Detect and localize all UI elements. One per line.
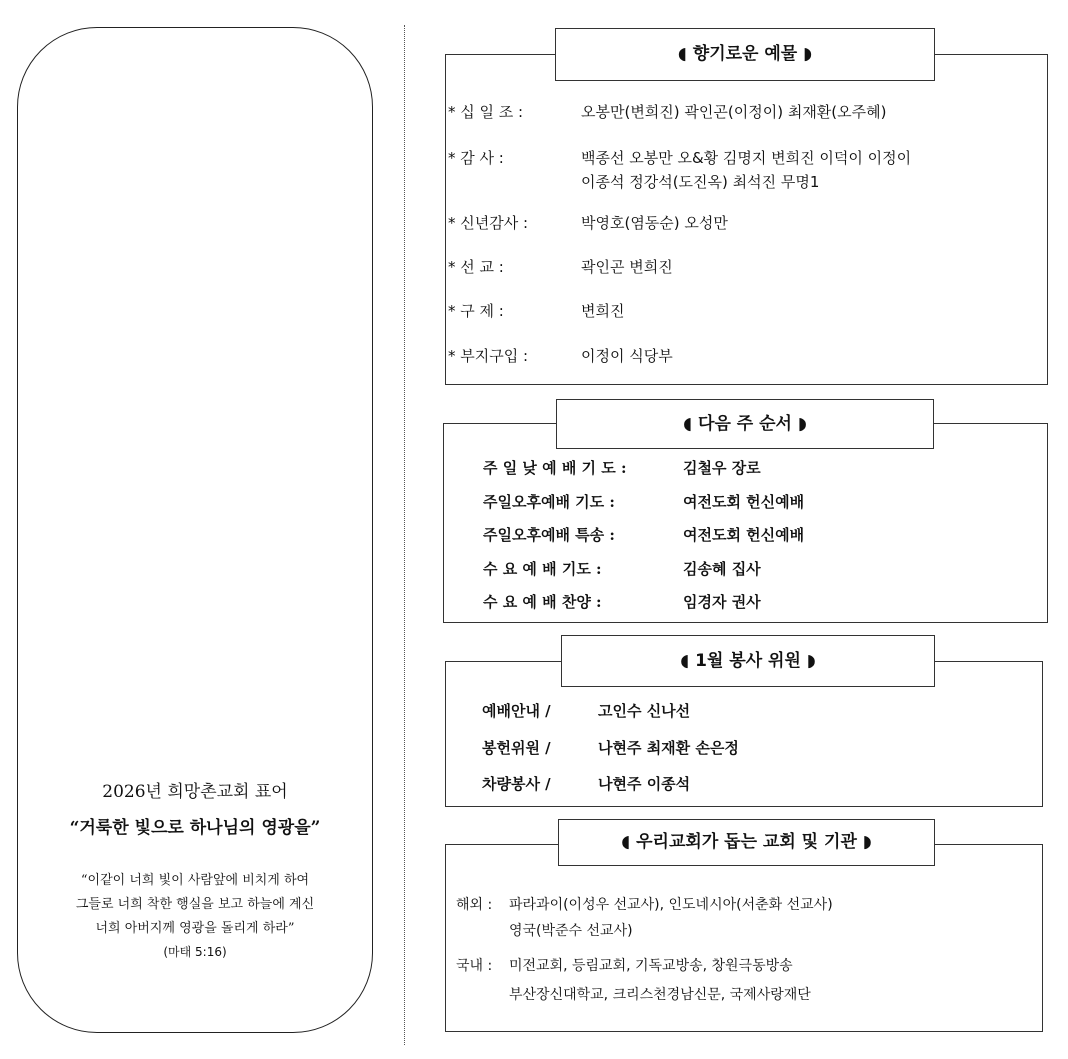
offering-label: * 감 사 : bbox=[448, 149, 504, 167]
service-title: ◖ 1월 봉사 위원 ◗ bbox=[561, 635, 935, 687]
offering-value: 곽인곤 변희진 bbox=[581, 258, 673, 276]
offering-value: 이정이 식당부 bbox=[581, 347, 673, 365]
offering-value: 변희진 bbox=[581, 302, 625, 320]
offering-row-newyear bbox=[448, 212, 728, 233]
scripture-verse bbox=[17, 869, 373, 963]
service-value: 고인수 신나선 bbox=[598, 702, 691, 720]
verse-line: 너희 아버지께 영광을 돌리게 하라” bbox=[95, 921, 295, 936]
offering-value: 오봉만(변희진) 곽인곤(이정이) 최재환(오주혜) bbox=[581, 103, 887, 121]
schedule-label: 주일오후예배 특송 : bbox=[483, 526, 615, 544]
schedule-row bbox=[483, 591, 761, 612]
schedule-row bbox=[483, 558, 761, 579]
schedule-value: 여전도회 헌신예배 bbox=[683, 493, 805, 511]
next-week-title: ◖ 다음 주 순서 ◗ bbox=[556, 399, 934, 449]
domestic-list: 미전교회, 등림교회, 기독교방송, 창원극동방송 bbox=[509, 958, 793, 974]
schedule-label: 수 요 예 배 찬양 : bbox=[483, 593, 602, 611]
service-label: 예배안내 / bbox=[482, 702, 551, 720]
service-value: 나현주 이종석 bbox=[598, 775, 691, 793]
schedule-value: 김송혜 집사 bbox=[683, 560, 761, 578]
domestic-label: 국내 : bbox=[456, 958, 493, 974]
offering-label: * 구 제 : bbox=[448, 302, 504, 320]
service-row bbox=[482, 773, 690, 794]
service-label: 차량봉사 / bbox=[482, 775, 551, 793]
offering-label: * 신년감사 : bbox=[448, 214, 529, 232]
schedule-label: 주 일 낮 예 배 기 도 : bbox=[483, 459, 627, 477]
offering-value: 이종석 정강석(도진옥) 최석진 무명1 bbox=[581, 173, 820, 191]
service-row bbox=[482, 737, 739, 758]
schedule-value: 여전도회 헌신예배 bbox=[683, 526, 805, 544]
schedule-value: 김철우 장로 bbox=[683, 459, 761, 477]
schedule-label: 주일오후예배 기도 : bbox=[483, 493, 615, 511]
fold-divider bbox=[404, 25, 405, 1045]
overseas-list-cont: 영국(박준수 선교사) bbox=[509, 923, 633, 939]
support-domestic bbox=[456, 955, 793, 975]
domestic-list-cont: 부산장신대학교, 크리스천경남신문, 국제사랑재단 bbox=[509, 987, 811, 1003]
support-overseas bbox=[456, 894, 833, 914]
overseas-list: 파라과이(이성우 선교사), 인도네시아(서춘화 선교사) bbox=[509, 897, 833, 913]
offering-label: * 선 교 : bbox=[448, 258, 504, 276]
verse-reference: (마태 5:16) bbox=[163, 945, 227, 959]
offering-value: 박영호(염동순) 오성만 bbox=[581, 214, 728, 232]
offering-row-mission bbox=[448, 256, 673, 277]
schedule-row bbox=[483, 524, 804, 545]
offering-label: * 십 일 조 : bbox=[448, 103, 524, 121]
schedule-row bbox=[483, 457, 761, 478]
service-label: 봉헌위원 / bbox=[482, 739, 551, 757]
motto-title: “거룩한 빛으로 하나님의 영광을” bbox=[69, 818, 321, 838]
schedule-value: 임경자 권사 bbox=[683, 593, 761, 611]
verse-line: 그들로 너희 착한 행실을 보고 하늘에 계신 bbox=[75, 897, 315, 912]
service-value: 나현주 최재환 손은정 bbox=[598, 739, 739, 757]
offering-row-thanks bbox=[448, 146, 911, 194]
service-row bbox=[482, 700, 690, 721]
offering-row-land bbox=[448, 345, 673, 366]
schedule-label: 수 요 예 배 기도 : bbox=[483, 560, 602, 578]
cover-content bbox=[17, 27, 373, 1033]
overseas-label: 해외 : bbox=[456, 897, 493, 913]
offering-row-relief bbox=[448, 300, 624, 321]
motto-year: 2026년 희망촌교회 표어 bbox=[102, 782, 288, 802]
offering-value: 백종선 오봉만 오&황 김명지 변희진 이덕이 이정이 bbox=[581, 149, 912, 167]
offering-label: * 부지구입 : bbox=[448, 347, 529, 365]
offerings-title: ◖ 향기로운 예물 ◗ bbox=[555, 28, 935, 81]
offering-row-tithe bbox=[448, 101, 886, 122]
verse-line: “이같이 너희 빛이 사람앞에 비치게 하여 bbox=[80, 873, 310, 888]
support-title: ◖ 우리교회가 돕는 교회 및 기관 ◗ bbox=[558, 819, 935, 866]
schedule-row bbox=[483, 491, 804, 512]
